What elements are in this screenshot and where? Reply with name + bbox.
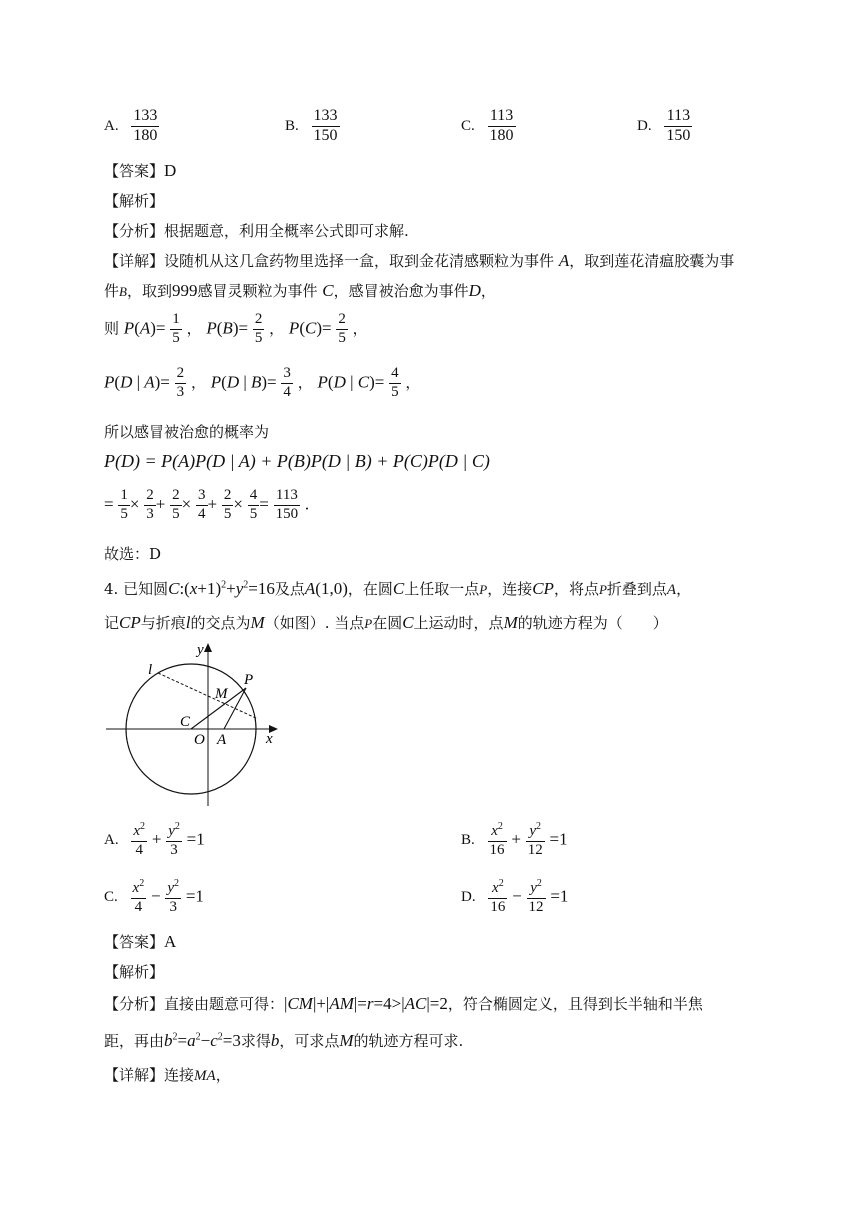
q4-option-d: D. $\frac{x^2}{16}$ − $\frac{y^2}{12}$ =1 bbox=[461, 878, 569, 915]
q3-probabilities-1: 则 P(A)= $\frac{1}{5}$ ， P(B)= $\frac{2}{5}$ ， P(C)= $\frac{2}{5}$ ， bbox=[104, 311, 368, 346]
q3-total-probability-formula: P(D) = P(A)P(D | A) + P(B)P(D | B) + P(C)P(D | C) bbox=[104, 451, 490, 471]
label-l: l bbox=[148, 662, 153, 678]
q4-detail: 【详解】连接MA， bbox=[104, 1066, 231, 1084]
label-p: P bbox=[244, 672, 254, 688]
fraction: $\frac{133}{150}$ bbox=[313, 107, 338, 144]
q3-option-d: D. $\frac{113}{150}$ bbox=[637, 107, 691, 144]
label-c: C bbox=[180, 714, 191, 730]
fraction: $\frac{113}{150}$ bbox=[666, 107, 691, 144]
label-o: O bbox=[194, 732, 205, 748]
label-y: y bbox=[197, 642, 204, 658]
fraction: $\frac{133}{180}$ bbox=[133, 107, 158, 144]
q4-fenxi-line1: 【分析】直接由题意可得：|CM|+|AM|=r=4>|AC|=2，符合椭圆定义，且得到长半轴和半焦 bbox=[104, 994, 703, 1013]
q4-stem-line2: 记CP与折痕l的交点为M（如图）. 当点P在圆C上运动时，点M的轨迹方程为（ ） bbox=[104, 613, 668, 632]
q4-figure bbox=[100, 640, 290, 810]
q3-conclusion: 所以感冒被治愈的概率为 bbox=[104, 423, 270, 441]
q3-option-b: B. $\frac{133}{150}$ bbox=[285, 107, 338, 144]
q3-option-a: A. $\frac{133}{180}$ bbox=[104, 107, 158, 144]
q4-option-a: A. $\frac{x^2}{4}$ + $\frac{y^2}{3}$ =1 bbox=[104, 821, 205, 858]
label-a: A bbox=[217, 732, 227, 748]
q3-detail-line1: 【详解】设随机从这几盒药物里选择一盒，取到金花清感颗粒为事件 A，取到莲花清瘟胶囊为事 bbox=[104, 251, 735, 270]
q3-probabilities-2: P(D | A)= $\frac{2}{3}$ ， P(D | B)= $\frac{3}{4}$ ， P(D | C)= $\frac{4}{5}$ ， bbox=[104, 365, 421, 400]
q4-answer: 【答案】A bbox=[104, 932, 177, 951]
q3-fenxi: 【分析】根据题意，利用全概率公式即可求解. bbox=[104, 222, 409, 240]
q4-option-c: C. $\frac{x^2}{4}$ − $\frac{y^2}{3}$ =1 bbox=[104, 878, 204, 915]
q3-detail-line2: 件B，取到999感冒灵颗粒为事件 C，感冒被治愈为事件D， bbox=[104, 281, 496, 300]
q3-option-c: C. $\frac{113}{180}$ bbox=[461, 107, 514, 144]
q4-option-b: B. $\frac{x^2}{16}$ + $\frac{y^2}{12}$ =1 bbox=[461, 821, 568, 858]
q4-fenxi-line2: 距，再由$b^2=a^2-c^2=3$求得b，可求点M的轨迹方程可求. bbox=[104, 1031, 464, 1050]
fraction: $\frac{113}{180}$ bbox=[489, 107, 514, 144]
q4-stem-line1: 4. 已知圆$C:(x+1)^2+y^2=16$及点A(1,0)，在圆C上任取一点P，连接CP，将点P折叠到点A， bbox=[104, 579, 692, 598]
q4-analysis-label: 【解析】 bbox=[104, 963, 165, 981]
label-m: M bbox=[215, 686, 228, 702]
q3-choose: 故选：D bbox=[104, 545, 162, 563]
q3-computation: = $\frac{1}{5}$ × $\frac{2}{3}$ + $\frac{2}{5}$ × $\frac{3}{4}$ + $\frac{2}{5}$ × $\frac{4}{5}$ = $\frac{113}{150}$ . bbox=[104, 487, 310, 522]
label-x: x bbox=[266, 731, 273, 747]
q3-analysis-label: 【解析】 bbox=[104, 192, 165, 210]
q3-answer: 【答案】D bbox=[104, 161, 177, 180]
y-axis-arrow-icon bbox=[204, 643, 212, 652]
